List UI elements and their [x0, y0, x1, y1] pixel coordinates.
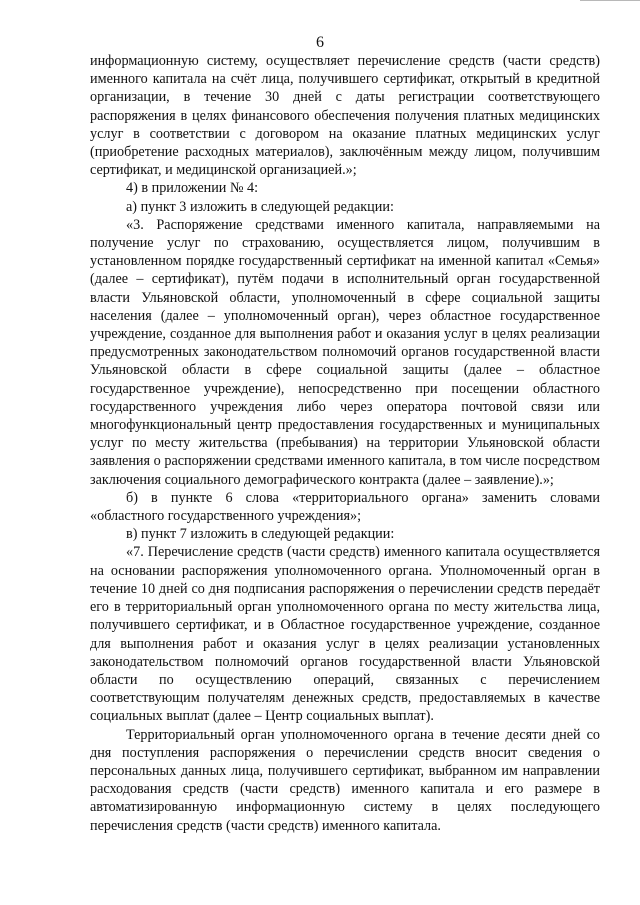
paragraph-continuation: информационную систему, осуществляет перечисление средств (части средств) именного капитала на счёт лица, получившего сертификат, открытый в кредитной организации, в течение 30 дней с даты регистрации соответствующего распоряжения в целях финансового обеспечения получения платных медицинских услуг в соответствии с договором на оказание платных медицинских услуг (приобретение расходных материалов), заключённым между лицом, получившим сертификат, и медицинской организацией.»;	[90, 53, 600, 179]
paragraph-item-b: б) в пункте 6 слова «территориального органа» заменить словами «областного государственного учреждения»;	[90, 489, 600, 525]
document-body	[90, 52, 600, 835]
paragraph-item-v: в) пункт 7 изложить в следующей редакции:	[126, 526, 395, 543]
paragraph-territorial-organ: Территориальный орган уполномоченного органа в течение десяти дней со дня поступления распоряжения о перечислении средств вносит сведения о персональных данных лица, получившего сертификат, выбранном им направлении расходования средств (части средств) именного капитала и его размере в автоматизированную информационную систему в целях последующего перечисления средств (части средств) именного капитала.	[90, 726, 600, 834]
paragraph-item-a: а) пункт 3 изложить в следующей редакции:	[126, 198, 394, 215]
scan-edge-mark	[580, 0, 640, 7]
page-number: 6	[316, 34, 324, 51]
paragraph-clause-7: «7. Перечисление средств (части средств) именного капитала осуществляется на основании распоряжения уполномоченного органа. Уполномоченный орган в течение 10 дней со дня подписания распоряжения о перечислении средств передаёт его в территориальный орган уполномоченного органа по месту жительства лица, получившего сертификат, и в Областное государственное учреждение, созданное для выполнения работ и оказания услуг в целях реализации установленных законодательством полномочий органов государственной власти Ульяновской области по осуществлению операций, связанных с перечислением соответствующим получателям денежных средств, предоставляемых в качестве социальных выплат (далее – Центр социальных выплат).	[90, 544, 600, 725]
paragraph-item-4: 4) в приложении № 4:	[126, 180, 259, 197]
paragraph-clause-3: «3. Распоряжение средствами именного капитала, направляемыми на получение услуг по страхованию, осуществляется лицом, получившим в установленном порядке государственный сертификат на именной капитал «Семья» (далее – сертификат), путём подачи в исполнительный орган государственной власти Ульяновской области, уполномоченный в сфере социальной защиты населения (далее – уполномоченный орган), через областное государственное учреждение, созданное для выполнения работ и оказания услуг в целях реализации предусмотренных законодательством полномочий органов государственной власти Ульяновской области в сфере социальной защиты (далее – областное государственное учреждение), непосредственно при посещении областного государственного учреждения либо через оператора почтовой связи или многофункциональный центр предоставления государственных и муниципальных услуг по месту жительства (пребывания) на территории Ульяновской области заявления о распоряжении средствами именного капитала, в том числе посредством заключения социального демографического контракта (далее – заявление).»;	[90, 216, 600, 488]
